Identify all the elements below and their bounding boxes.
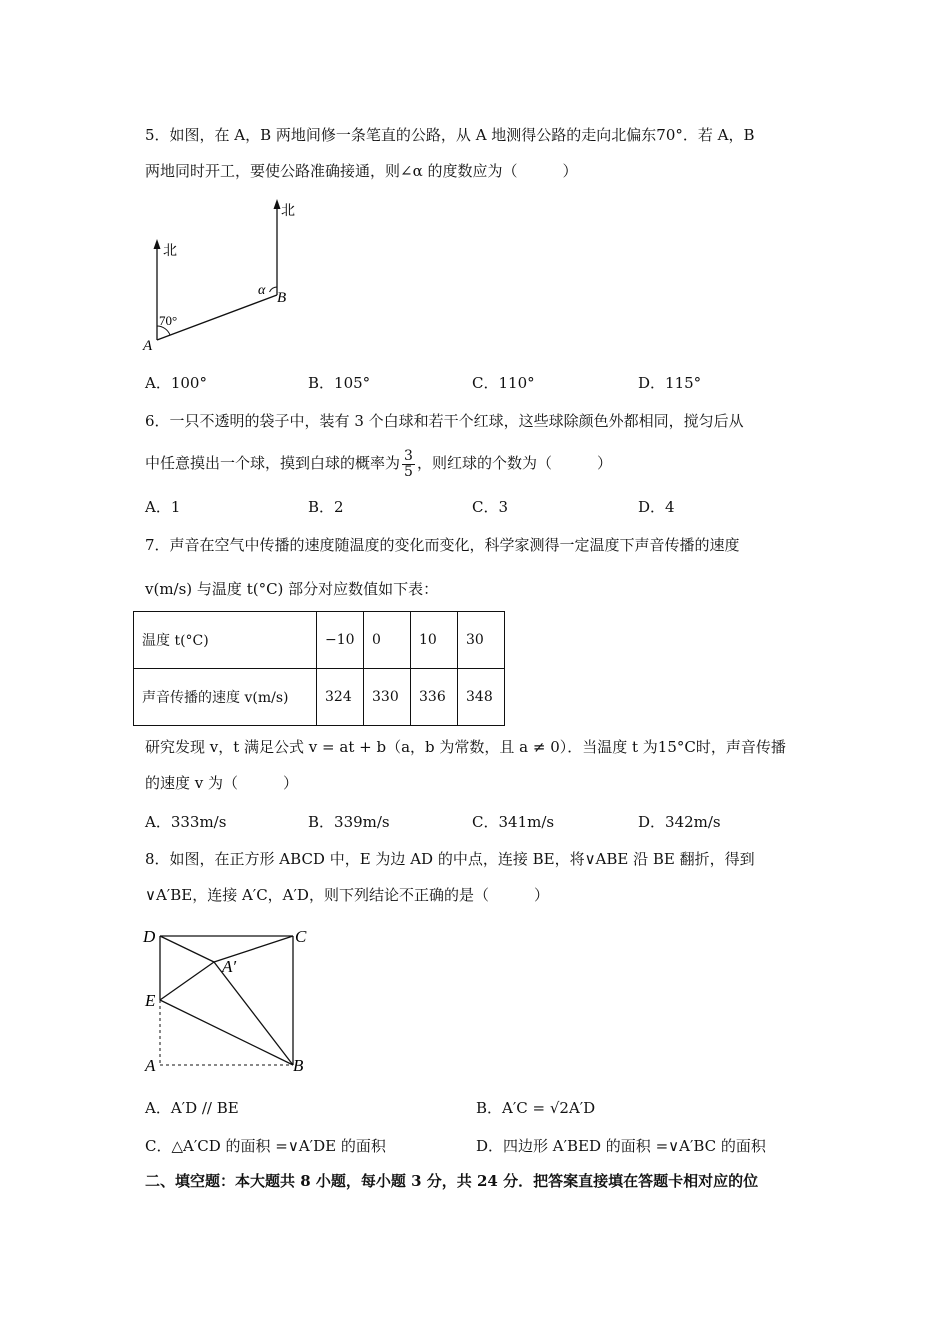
q6-line-2-before: 中任意摸出一个球，摸到白球的概率为 (145, 454, 401, 472)
q8-point-b-label: B (293, 1056, 304, 1075)
q7-line-2: v(m/s) 与温度 t(°C) 部分对应数值如下表： (145, 580, 439, 598)
q5-option-b: B．105° (308, 374, 371, 392)
q8-point-d-label: D (143, 927, 156, 946)
q7-table-cell: −10 (317, 612, 364, 669)
q8-point-c-label: C (295, 927, 307, 946)
q6-option-c: C．3 (472, 498, 509, 516)
q7-option-a: A．333m/s (145, 813, 227, 831)
q7-table-temperature-header: 温度 t(°C) (134, 612, 317, 669)
q7-line-1: 7．声音在空气中传播的速度随温度的变化而变化，科学家测得一定温度下声音传播的速度 (145, 536, 740, 554)
section-2-heading: 二、填空题：本大题共 8 小题，每小题 3 分，共 24 分．把答案直接填在答题卡相对应的位 (145, 1172, 759, 1190)
q7-table-cell: 330 (364, 669, 411, 726)
q5-option-a: A．100° (145, 374, 207, 392)
q7-line-3: 研究发现 v，t 满足公式 v = at + b（a，b 为常数，且 a ≠ 0）．当温度 t 为15°C时，声音传播 (145, 738, 786, 756)
q5-angle-70-label: 70° (159, 313, 178, 328)
q7-data-table (133, 611, 505, 726)
q7-table-speed-header: 声音传播的速度 v(m/s) (134, 669, 317, 726)
q6-option-a: A．1 (145, 498, 181, 516)
q7-table-row-temperature (134, 612, 505, 669)
q8-option-a: A．A′D // BE (145, 1099, 239, 1117)
q8-point-a-prime-label: A′ (222, 957, 237, 976)
q7-table-row-speed (134, 669, 505, 726)
q5-point-a-label: A (143, 338, 153, 354)
q8-line-1: 8．如图，在正方形 ABCD 中，E 为边 AD 的中点，连接 BE，将∨ABE 沿 BE 翻折，得到 (145, 850, 755, 868)
q7-table-cell: 0 (364, 612, 411, 669)
q5-point-b-label: B (277, 290, 287, 306)
q5-north-left-label: 北 (163, 244, 177, 259)
q8-point-e-label: E (145, 991, 156, 1010)
q8-option-c: C．△A′CD 的面积 =∨A′DE 的面积 (145, 1137, 386, 1155)
q7-table-cell: 324 (317, 669, 364, 726)
q6-option-d: D．4 (638, 498, 675, 516)
q5-option-c: C．110° (472, 374, 535, 392)
q6-option-b: B．2 (308, 498, 344, 516)
q7-table-cell: 30 (458, 612, 505, 669)
q7-line-4: 的速度 v 为（ ） (145, 774, 299, 792)
q7-table-cell: 10 (411, 612, 458, 669)
q6-line-1: 6．一只不透明的袋子中，装有 3 个白球和若干个红球，这些球除颜色外都相同，搅匀后从 (145, 412, 744, 430)
q7-table-cell: 336 (411, 669, 458, 726)
q5-option-d: D．115° (638, 374, 702, 392)
q7-table-cell: 348 (458, 669, 505, 726)
q6-probability-fraction (402, 449, 415, 480)
q5-line-1: 5．如图，在 A，B 两地间修一条笔直的公路，从 A 地测得公路的走向北偏东70°．若 A，B (145, 126, 755, 144)
q6-fraction-numerator: 3 (404, 447, 413, 464)
q6-fraction-denominator: 5 (404, 463, 413, 480)
q7-option-c: C．341m/s (472, 813, 555, 831)
q6-line-2-after: ，则红球的个数为（ ） (416, 454, 612, 472)
q8-figure (135, 920, 325, 1080)
q5-line-2: 两地同时开工，要使公路准确接通，则∠α 的度数应为（ ） (145, 162, 578, 180)
q5-north-right-label: 北 (281, 204, 295, 219)
q8-option-d: D．四边形 A′BED 的面积 =∨A′BC 的面积 (476, 1137, 766, 1155)
q7-option-b: B．339m/s (308, 813, 390, 831)
q7-option-d: D．342m/s (638, 813, 721, 831)
q8-option-b: B．A′C = √2A′D (476, 1099, 596, 1117)
q5-alpha-label: α (258, 283, 266, 298)
q6-line-2 (145, 445, 612, 481)
q5-figure (135, 195, 325, 355)
q8-point-a-label: A (145, 1056, 156, 1075)
q8-line-2: ∨A′BE，连接 A′C，A′D，则下列结论不正确的是（ ） (145, 886, 549, 904)
